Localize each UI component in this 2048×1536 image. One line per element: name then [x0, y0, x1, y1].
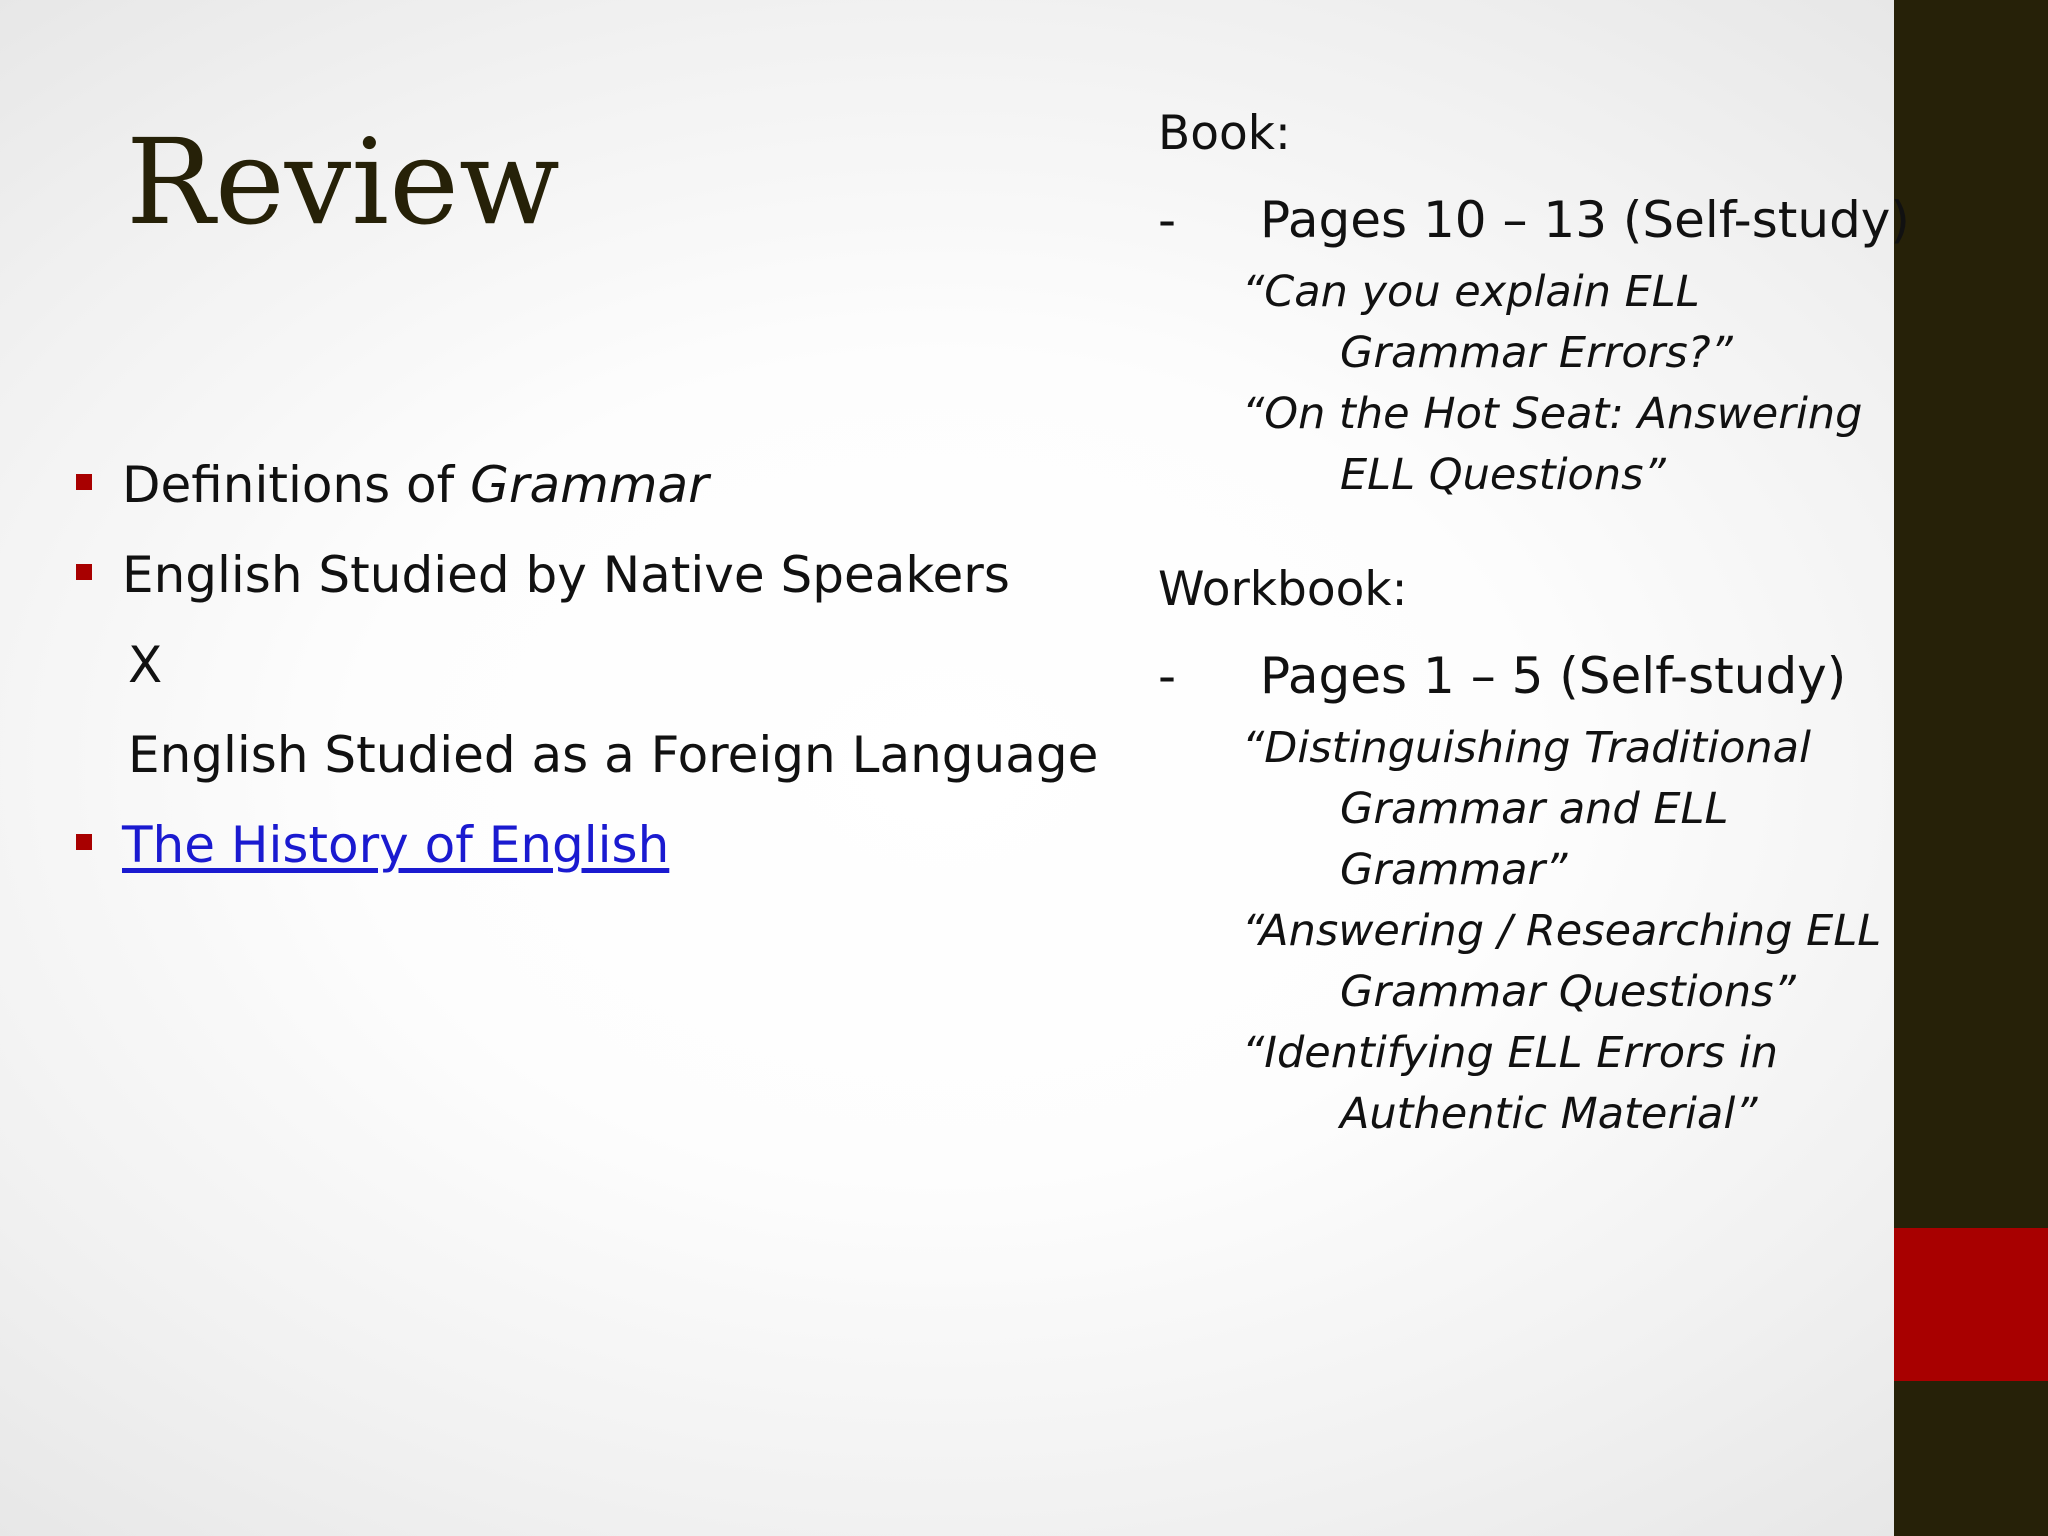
quote-line: “Can you explain ELL	[1242, 267, 1700, 317]
quote-line: Grammar Questions”	[1340, 967, 1796, 1017]
bullet-square-icon	[76, 564, 92, 580]
quote-line: Grammar and ELL	[1340, 784, 1729, 834]
book-pages-item	[1158, 178, 1910, 262]
quote-line: ELL Questions”	[1340, 450, 1666, 500]
list-item-definitions	[70, 440, 1130, 530]
definitions-prefix: Definitions of	[122, 456, 471, 514]
sidebar-red-accent	[1894, 1228, 2048, 1381]
book-quote-1	[1158, 262, 1888, 384]
list-item-separator	[70, 620, 1130, 710]
workbook-quote-2	[1158, 901, 1888, 1023]
workbook-pages-text: Pages 1 – 5 (Self-study)	[1260, 647, 1847, 705]
workbook-heading: Workbook:	[1158, 562, 1408, 617]
quote-line: Grammar Errors?”	[1340, 328, 1733, 378]
slide-title: Review	[126, 113, 560, 251]
list-item-native-speakers	[70, 530, 1130, 620]
dash-marker: -	[1158, 647, 1177, 705]
list-item-foreign-language	[70, 710, 1130, 800]
quote-line: “On the Hot Seat: Answering	[1242, 389, 1863, 439]
quote-line: Authentic Material”	[1340, 1089, 1758, 1139]
assignments-column	[1158, 100, 1910, 1145]
list-item-text	[70, 456, 709, 514]
quote-line: “Answering / Researching ELL	[1242, 906, 1882, 956]
book-pages-text: Pages 10 – 13 (Self-study)	[1260, 191, 1910, 249]
quote-line: Grammar”	[1340, 845, 1568, 895]
workbook-pages-item	[1158, 634, 1888, 718]
quote-line: “Distinguishing Traditional	[1242, 723, 1811, 773]
list-item-text: English Studied as a Foreign Language	[128, 726, 1099, 784]
book-quote-2	[1158, 384, 1888, 506]
book-heading: Book:	[1158, 106, 1291, 161]
definitions-emphasis: Grammar	[470, 456, 709, 514]
workbook-quote-3	[1158, 1023, 1888, 1145]
review-list	[70, 440, 1130, 890]
workbook-quote-1	[1158, 718, 1888, 901]
history-of-english-link[interactable]: The History of English	[122, 816, 670, 874]
bullet-square-icon	[76, 474, 92, 490]
list-item-text: English Studied by Native Speakers	[122, 546, 1010, 604]
list-item-history[interactable]	[70, 800, 1130, 890]
dash-marker: -	[1158, 191, 1177, 249]
bullet-square-icon	[76, 834, 92, 850]
quote-line: “Identifying ELL Errors in	[1242, 1028, 1779, 1078]
separator-x: X	[128, 636, 163, 694]
